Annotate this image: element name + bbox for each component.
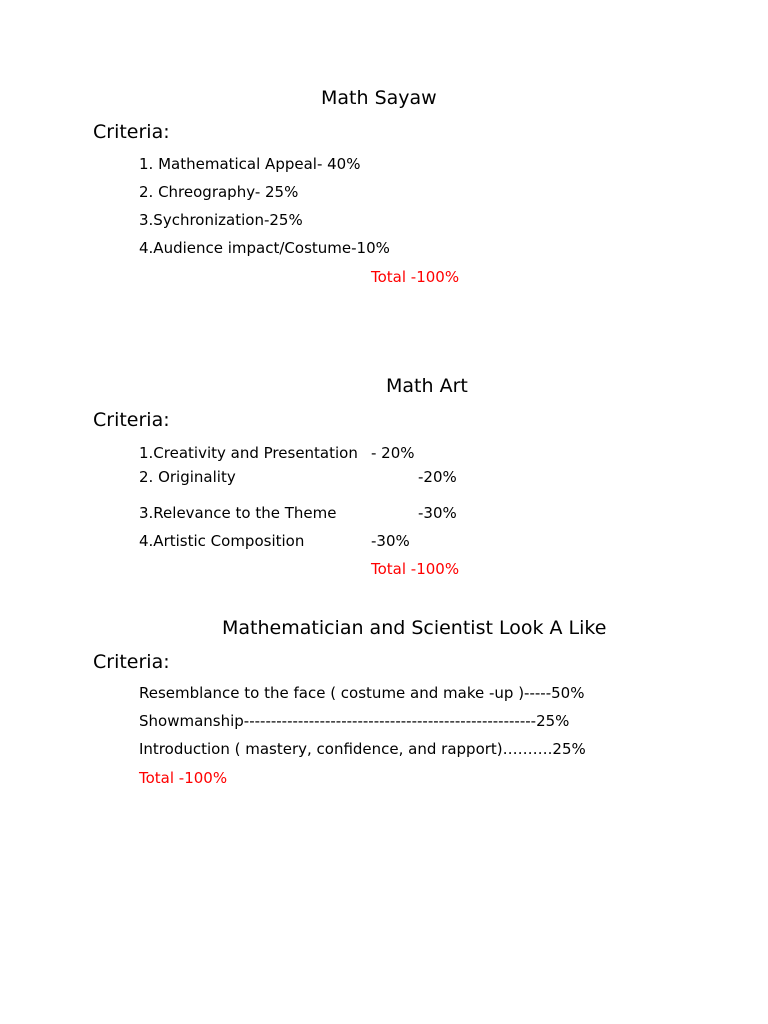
total-label: Total -100% xyxy=(371,268,460,286)
criteria-item-label: 4.Artistic Composition xyxy=(139,532,305,550)
section-title: Math Sayaw xyxy=(321,87,437,109)
criteria-item-value: -30% xyxy=(418,504,457,522)
total-label: Total -100% xyxy=(371,560,460,578)
criteria-item: Showmanship------------------------------------------------------25% xyxy=(139,712,570,730)
criteria-item: Resemblance to the face ( costume and make -up )-----50% xyxy=(139,684,585,702)
criteria-item-value: -20% xyxy=(418,468,457,486)
criteria-item: Introduction ( mastery, confidence, and rapport)……….25% xyxy=(139,740,586,758)
criteria-item: 2. Chreography- 25% xyxy=(139,183,299,201)
criteria-item-value: - 20% xyxy=(371,444,415,462)
criteria-item: 4.Audience impact/Costume-10% xyxy=(139,239,390,257)
criteria-label: Criteria: xyxy=(93,409,170,431)
section-title: Math Art xyxy=(386,375,468,397)
criteria-item: 3.Sychronization-25% xyxy=(139,211,303,229)
criteria-item-label: 2. Originality xyxy=(139,468,236,486)
criteria-item-label: 1.Creativity and Presentation xyxy=(139,444,358,462)
criteria-item: 1. Mathematical Appeal- 40% xyxy=(139,155,361,173)
total-label: Total -100% xyxy=(139,769,228,787)
criteria-label: Criteria: xyxy=(93,121,170,143)
criteria-item-value: -30% xyxy=(371,532,410,550)
section-title: Mathematician and Scientist Look A Like xyxy=(222,617,607,639)
criteria-item-label: 3.Relevance to the Theme xyxy=(139,504,337,522)
criteria-label: Criteria: xyxy=(93,651,170,673)
